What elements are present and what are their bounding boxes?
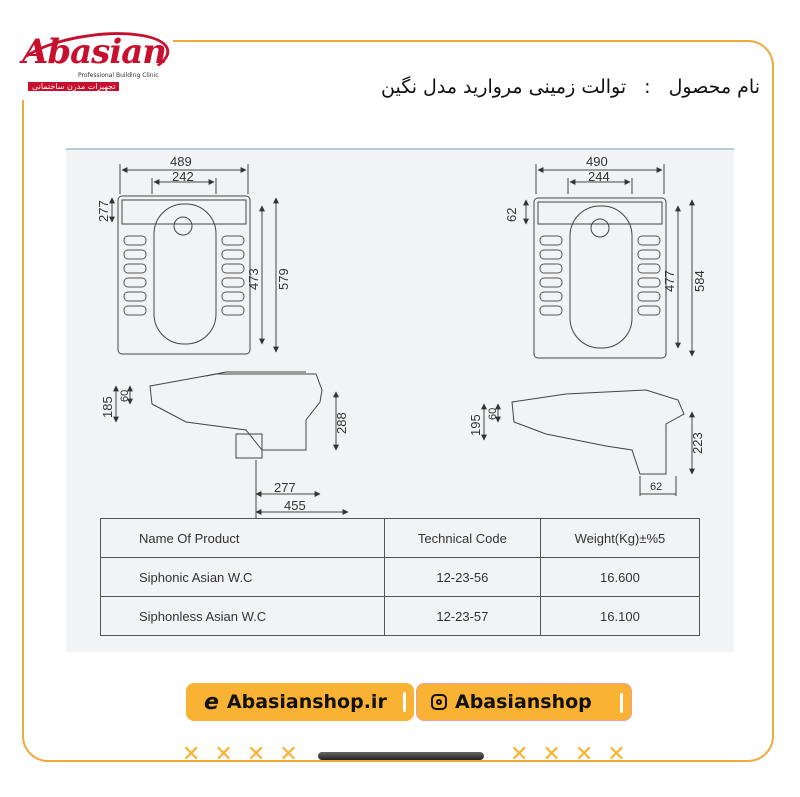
dim-sr-h-right: 223 <box>690 432 705 454</box>
product-label: نام محصول <box>668 76 760 98</box>
plan-view-siphonless <box>526 164 692 358</box>
row-name: Siphonless Asian W.C <box>101 597 385 636</box>
dim-tr-length-outer: 584 <box>692 270 707 292</box>
dim-tr-width-inner: 244 <box>588 169 610 184</box>
dim-tl-length-outer: 579 <box>276 268 291 290</box>
dim-sr-h-outer: 195 <box>468 414 483 436</box>
plan-view-siphonic <box>112 164 276 354</box>
dim-sl-h-right: 288 <box>334 412 349 434</box>
row-code: 12-23-57 <box>384 597 540 636</box>
e-browser-icon: e <box>204 689 219 715</box>
title-separator: : <box>644 76 651 98</box>
dim-sr-h-inner: 60 <box>487 407 499 420</box>
website-link[interactable] <box>186 683 414 721</box>
side-view-siphonic <box>116 372 348 518</box>
divider <box>620 693 623 713</box>
header-code: Technical Code <box>384 519 540 558</box>
row-weight: 16.100 <box>540 597 699 636</box>
logo-brand: Abasian <box>22 32 166 72</box>
decor-bar <box>318 752 484 760</box>
dim-tr-length-inner: 477 <box>662 270 677 292</box>
dim-sl-base-inner: 277 <box>274 480 296 495</box>
product-title-row <box>381 76 760 98</box>
table-row <box>101 558 700 597</box>
divider <box>403 692 406 712</box>
dim-tl-depth-small: 277 <box>96 200 111 222</box>
dim-sl-h-outer: 185 <box>100 396 115 418</box>
dim-sl-base-outer: 455 <box>284 498 306 513</box>
abasian-logo <box>8 30 173 100</box>
decor-crosses-right: ✕✕✕✕ <box>510 742 640 767</box>
logo-subtitle: Professional Building Clinic <box>78 72 159 79</box>
dim-sl-h-inner: 60 <box>119 389 131 402</box>
dim-tr-width-outer: 490 <box>586 154 608 169</box>
logo-fa-text: تجهیزات مدرن ساختمانی <box>28 82 119 91</box>
table-row <box>101 597 700 636</box>
decor-crosses-left: ✕✕✕✕ <box>182 742 312 767</box>
row-weight: 16.600 <box>540 558 699 597</box>
instagram-link[interactable] <box>416 683 632 721</box>
dim-tl-length-inner: 473 <box>246 268 261 290</box>
dim-tl-width-outer: 489 <box>170 154 192 169</box>
dim-tl-width-inner: 242 <box>172 169 194 184</box>
dim-tr-depth-small: 62 <box>504 207 519 222</box>
instagram-icon <box>431 694 447 710</box>
dim-sr-base: 62 <box>650 481 663 493</box>
website-text: Abasianshop.ir <box>226 691 387 713</box>
instagram-text: Abasianshop <box>455 691 592 713</box>
table-header-row <box>101 519 700 558</box>
row-name: Siphonic Asian W.C <box>101 558 385 597</box>
row-code: 12-23-56 <box>384 558 540 597</box>
product-name: توالت زمینی مروارید مدل نگین <box>381 76 627 98</box>
header-weight: Weight(Kg)±%5 <box>540 519 699 558</box>
spec-table <box>100 518 700 636</box>
header-name: Name Of Product <box>101 519 385 558</box>
